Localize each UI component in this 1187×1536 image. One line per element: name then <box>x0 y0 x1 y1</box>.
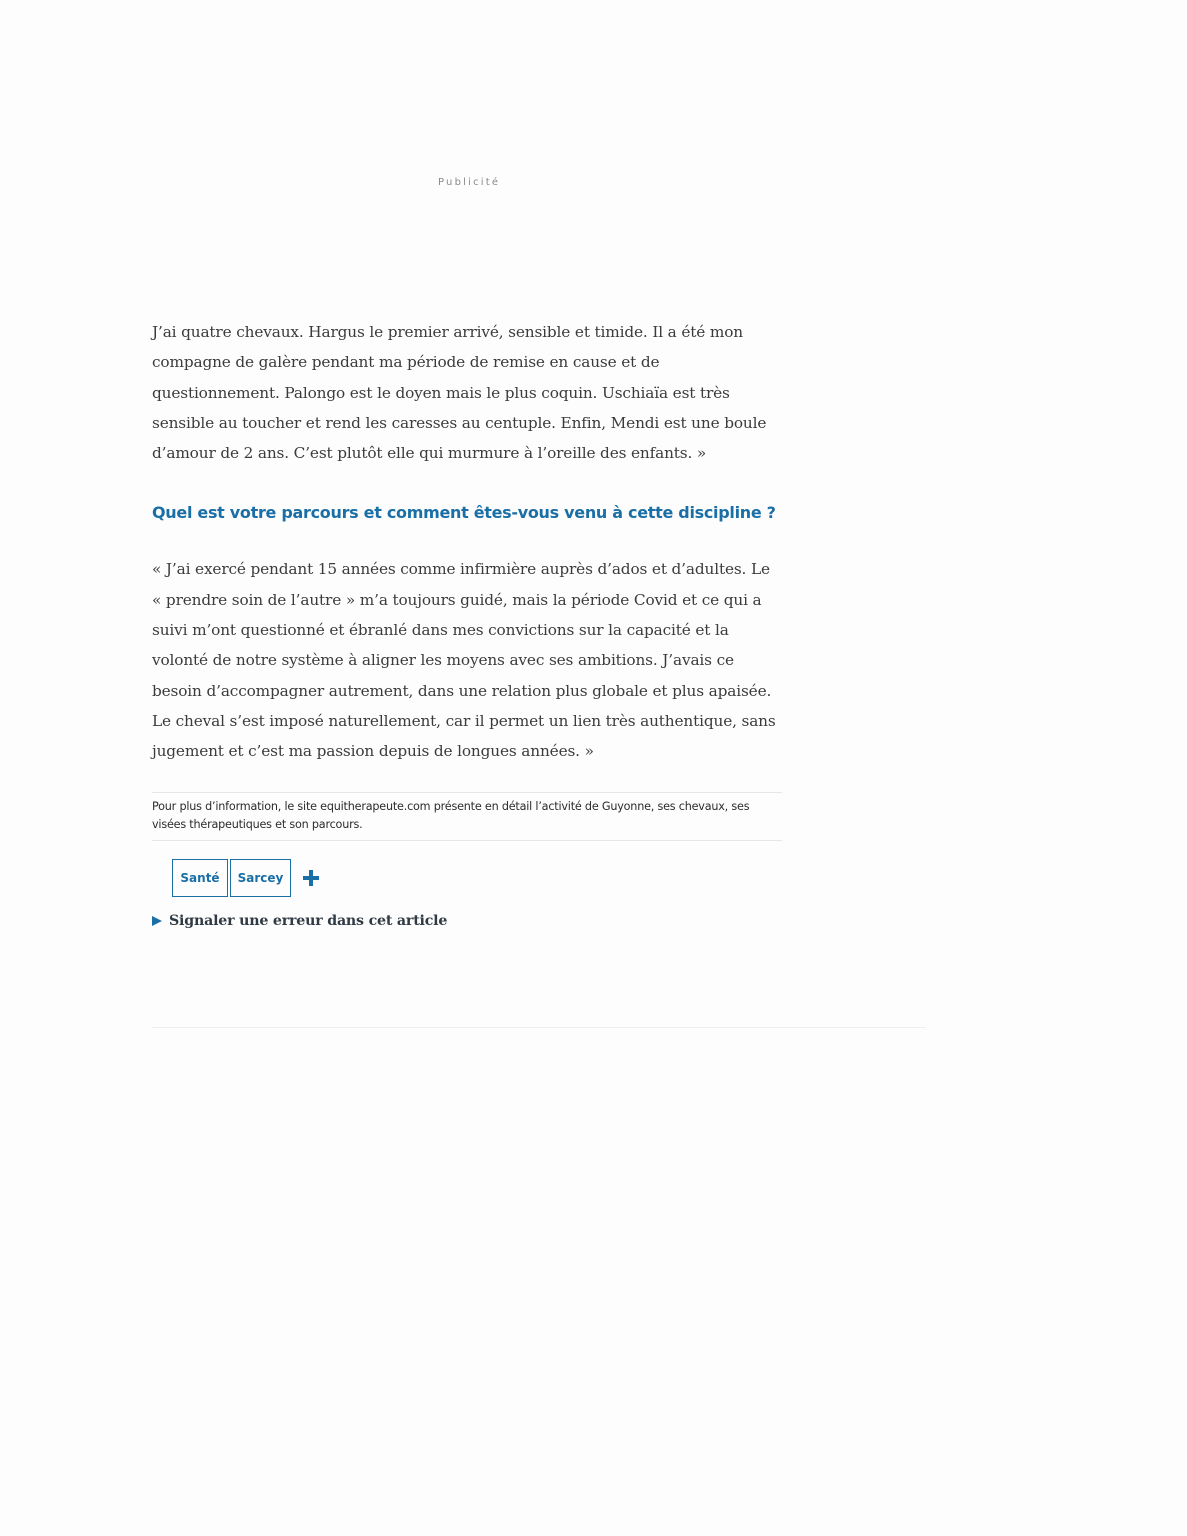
divider <box>152 1027 926 1028</box>
tag-sante[interactable]: Santé <box>172 859 228 897</box>
tag-sarcey[interactable]: Sarcey <box>230 859 291 897</box>
interview-question-heading: Quel est votre parcours et comment êtes-vous venu à cette discipline ? <box>152 503 776 523</box>
tag-list <box>172 859 319 897</box>
article-paragraph: « J’ai exercé pendant 15 années comme infirmière auprès d’ados et d’adultes. Le « prendre soin de l’autre » m’a toujours guidé, mais la période Covid et ce qui a suivi m’ont questionné et ébranlé dans mes convictions sur la capacité et la volonté de notre système à aligner les moyens avec ses ambitions. J’avais ce besoin d’accompagner autrement, dans une relation plus globale et plus apaisée. Le cheval s’est imposé naturellement, car il permet un lien très authentique, sans jugement et c’est ma passion depuis de longues années. » <box>152 560 776 761</box>
article-paragraph: J’ai quatre chevaux. Hargus le premier arrivé, sensible et timide. Il a été mon compagne de galère pendant ma période de remise en cause et de questionnement. Palongo est le doyen mais le plus coquin. Uschiaïa est très sensible au toucher et rend les caresses au centuple. Enfin, Mendi est une boule d’amour de 2 ans. C’est plutôt elle qui murmure à l’oreille des enfants. » <box>152 323 767 463</box>
triangle-right-icon <box>152 916 162 926</box>
article-body <box>152 317 782 841</box>
plus-icon[interactable] <box>303 870 319 886</box>
report-error-link[interactable] <box>152 913 447 929</box>
report-error-label: Signaler une erreur dans cet article <box>169 913 448 929</box>
advertisement-label: Publicité <box>438 177 501 188</box>
info-box: Pour plus d’information, le site equitherapeute.com présente en détail l’activité de Guyonne, ses chevaux, ses visées thérapeutiques et son parcours. <box>152 792 782 841</box>
